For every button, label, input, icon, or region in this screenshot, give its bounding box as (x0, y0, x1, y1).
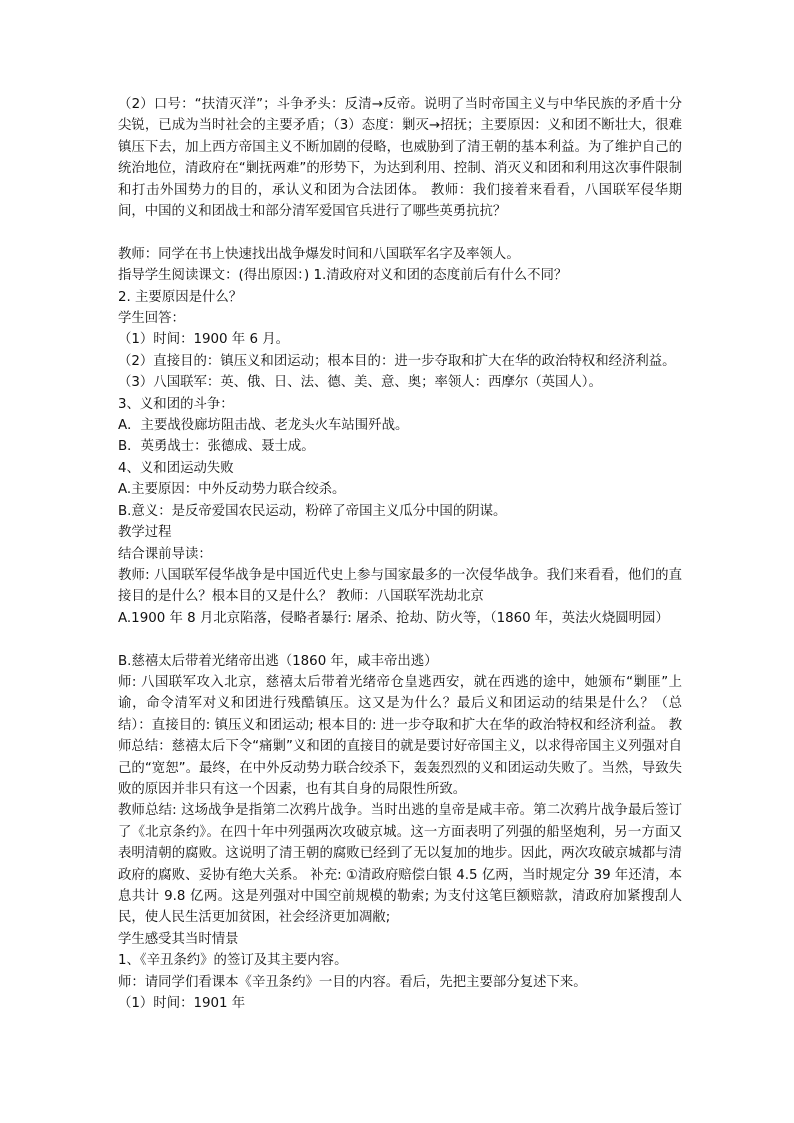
paragraph-teacher-instruction: 教师：同学在书上快速找出战争爆发时间和八国联军名字及率领人。 (118, 246, 520, 262)
paragraph-time: （1）时间：1900 年 6 月。 (118, 332, 290, 348)
paragraph-significance: B.意义：是反帝爱国农民运动，粉碎了帝国主义瓜分中国的阴谋。 (118, 503, 507, 519)
document-page (118, 94, 682, 1014)
blank-line (118, 222, 682, 243)
paragraph-teacher-cixi: 师: 八国联军攻入北京，慈禧太后带着光绪帝仓皇逃西安，就在西逃的途中，她颁布“剿匪”上谕，命令清军对义和团进行残酷镇压。这又是为什么？最后义和团运动的结果是什么？（总结）：直接目的: 镇压义和团运动; 根本目的: 进一步夺取和扩大在华的政治特权和经济利益。 教师总结：慈禧太后下令“痛剿”义和团的直接目的就是要讨好帝国主义，以求得帝国主义列强对自己的“宽恕”。最终，在中外反动势力联合绞杀下，轰轰烈烈的义和团运动失败了。当然，导致失败的原因并非只有这一个因素，也有其自身的局限性所致。 (118, 674, 682, 797)
paragraph-eight-nations: （3）八国联军：英、俄、日、法、德、美、意、奥；率领人：西摩尔（英国人）。 (118, 375, 602, 391)
paragraph-teacher-summary: 教师总结: 这场战争是指第二次鸦片战争。当时出逃的皇帝是咸丰帝。第二次鸦片战争最后签订了《北京条约》。在四十年中列强两次攻破京城。这一方面表明了列强的船坚炮利，另一方面又表明清朝的腐败。这说明了清王朝的腐败已经到了无以复加的地步。因此，两次攻破京城都与清政府的腐败、妥协有绝大关系。 补充: ①清政府赔偿白银 4.5 亿两，当时规定分 39 年还清，本息共计 9.8 亿两。这是列强对中国空前规模的勒索; 为支付这笔巨额赔款，清政府加紧搜刮人民，使人民生活更加贫困，社会经济更加凋敝; (118, 803, 682, 926)
paragraph-purpose: （2）直接目的：镇压义和团运动；根本目的：进一步夺取和扩大在华的政治特权和经济利益。 (118, 353, 676, 369)
paragraph-teacher-war-intro: 教师: 八国联军侵华战争是中国近代史上参与国家最多的一次侵华战争。我们来看看，他们的直接目的是什么？根本目的又是什么？ 教师：八国联军洗劫北京 (118, 567, 682, 605)
heading-boxer-failure: 4、义和团运动失败 (118, 460, 234, 476)
paragraph-failure-reason: A.主要原因：中外反动势力联合绞杀。 (118, 482, 346, 498)
paragraph-teacher-textbook: 师：请同学们看课本《辛丑条约》一目的内容。看后，先把主要部分复述下来。 (118, 974, 587, 990)
paragraph-beijing-fall: A.1900 年 8 月北京陷落，侵略者暴行: 屠杀、抢劫、防火等，（1860 年，英法火烧圆明园） (118, 610, 669, 626)
paragraph-pre-reading: 结合课前导读： (118, 546, 212, 562)
paragraph-student-answer: 学生回答： (118, 311, 185, 327)
paragraph-guide-reading: 指导学生阅读课文：(得出原因：) 1.清政府对义和团的态度前后有什么不同？ (118, 268, 568, 284)
paragraph-slogan-attitude: （2）口号：“扶清灭洋”；斗争矛头：反清→反帝。说明了当时帝国主义与中华民族的矛盾十分尖锐，已成为当时社会的主要矛盾；（3）态度：剿灭→招抚；主要原因：义和团不断壮大，很难镇压下去，加上西方帝国主义不断加剧的侵略，也威胁到了清王朝的基本利益。为了维护自己的统治地位，清政府在“剿抚两难”的形势下，为达到利用、控制、消灭义和团和利用这次事件限制和打击外国势力的目的，承认义和团为合法团体。 教师：我们接着来看看，八国联军侵华期间，中国的义和团战士和部分清军爱国官兵进行了哪些英勇抗抗？ (118, 97, 682, 220)
paragraph-battles: A．主要战役廊坊阻击战、老龙头火车站围歼战。 (118, 418, 409, 434)
heading-boxer-struggle: 3、义和团的斗争： (118, 396, 234, 412)
paragraph-time-1901: （1）时间：1901 年 (118, 996, 246, 1012)
paragraph-heroes: B．英勇战士：张德成、聂士成。 (118, 439, 315, 455)
blank-line (118, 629, 682, 650)
paragraph-main-reason-question: 2. 主要原因是什么？ (118, 289, 243, 305)
heading-xinchou-treaty: 1、《辛丑条约》的签订及其主要内容。 (118, 953, 348, 969)
paragraph-student-feel: 学生感受其当时情景 (118, 931, 239, 947)
heading-teaching-process: 教学过程 (118, 525, 172, 541)
paragraph-cixi-flee: B.慈禧太后带着光绪帝出逃（1860 年，咸丰帝出逃） (118, 653, 438, 669)
